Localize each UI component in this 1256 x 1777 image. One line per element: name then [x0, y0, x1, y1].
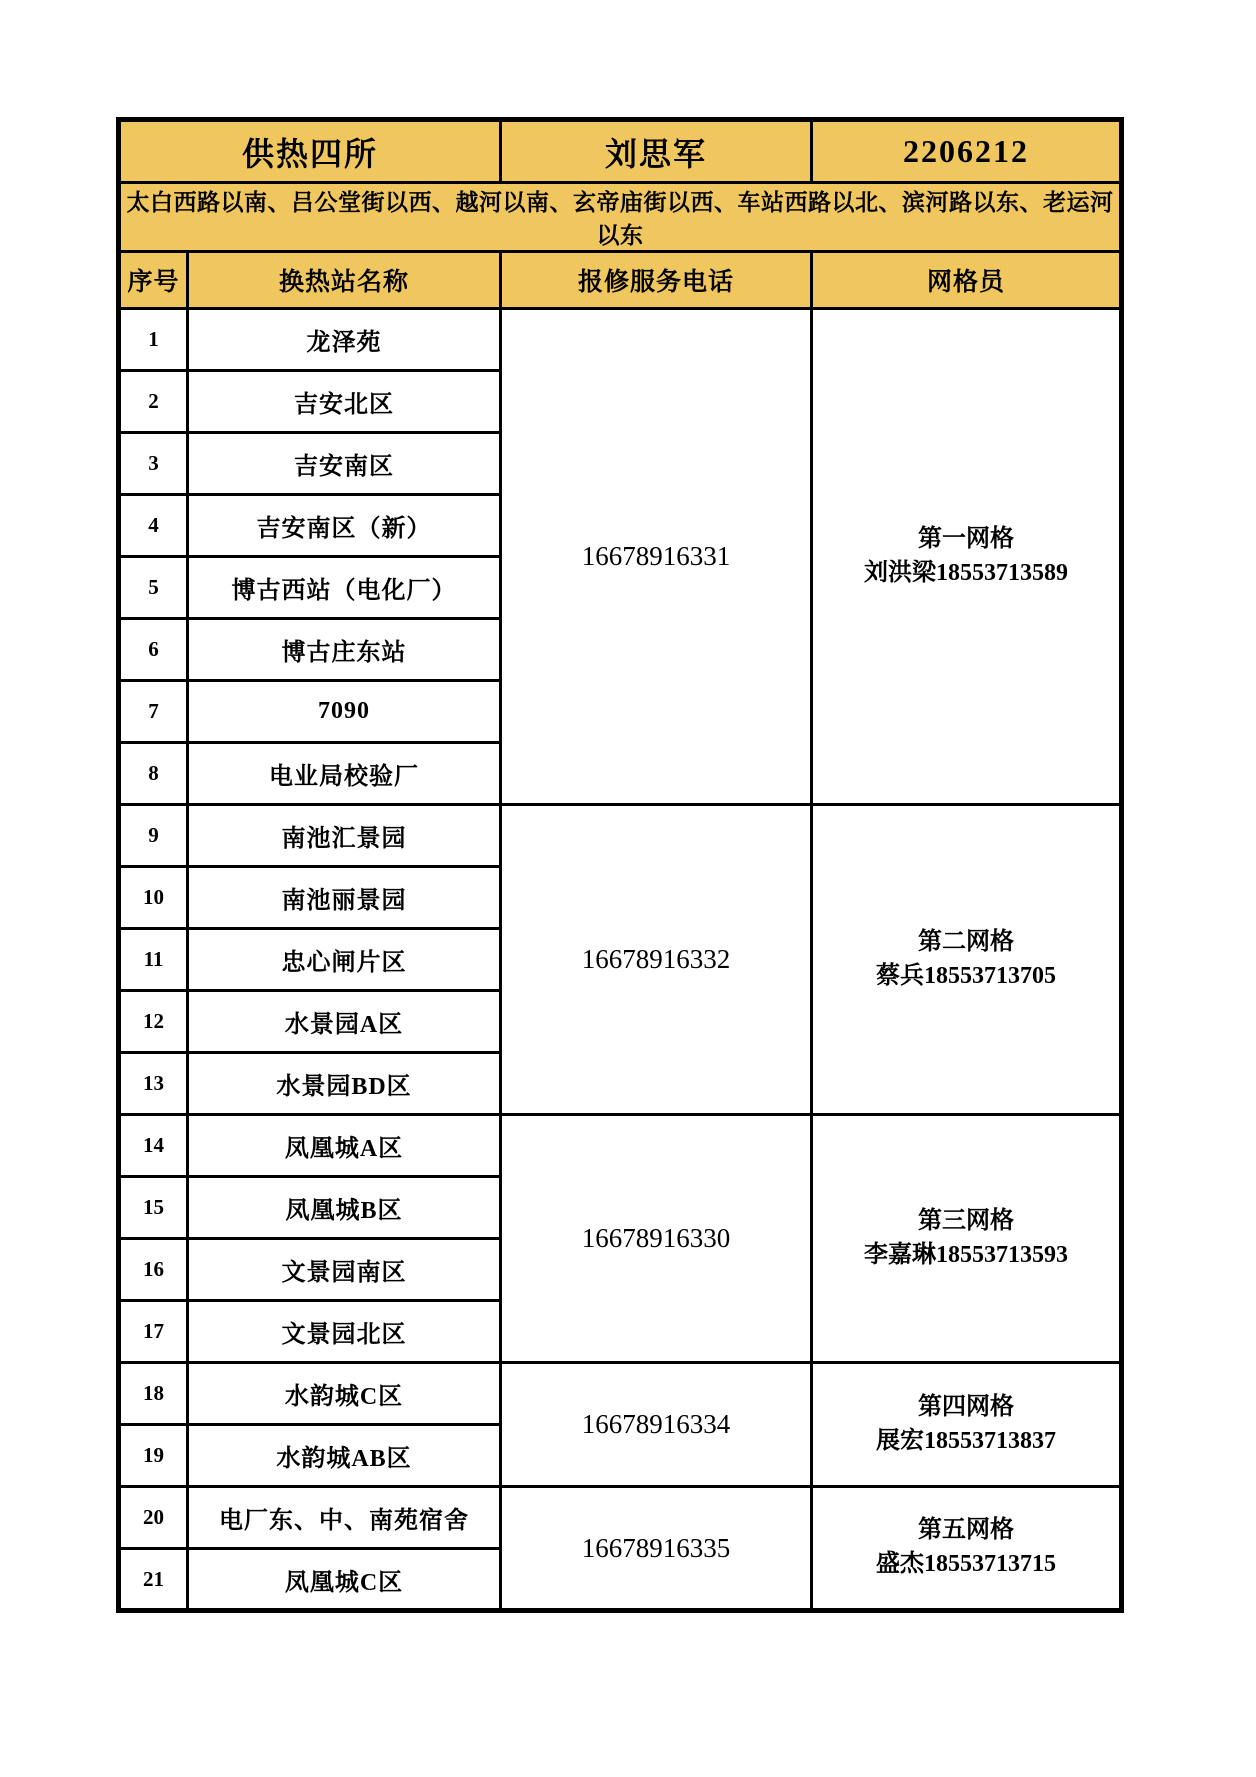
grid-label: 第五网格	[918, 1517, 1015, 1544]
office-name-cell: 供热四所	[119, 120, 501, 183]
station-row	[119, 309, 1122, 371]
manager-name-cell: 刘思军	[501, 120, 812, 183]
station-name-cell: 忠心闸片区	[188, 929, 501, 991]
repair-phone-cell: 16678916332	[501, 805, 812, 1115]
station-name-cell: 7090	[188, 681, 501, 743]
station-name-cell: 龙泽苑	[188, 309, 501, 371]
grid-officer-name-phone: 蔡兵18553713705	[876, 962, 1057, 989]
row-number-cell: 19	[119, 1425, 188, 1487]
station-row	[119, 805, 1122, 867]
grid-officer-cell	[812, 1363, 1122, 1487]
row-number-cell: 15	[119, 1177, 188, 1239]
station-name-cell: 南池丽景园	[188, 867, 501, 929]
row-number-cell: 11	[119, 929, 188, 991]
grid-label: 第二网格	[918, 928, 1015, 955]
row-number-cell: 8	[119, 743, 188, 805]
station-name-cell: 水韵城C区	[188, 1363, 501, 1425]
heating-station-contact-table	[116, 117, 1124, 1613]
station-name-cell: 水景园BD区	[188, 1053, 501, 1115]
station-name-cell: 南池汇景园	[188, 805, 501, 867]
station-name-cell: 博古庄东站	[188, 619, 501, 681]
station-name-cell: 电厂东、中、南苑宿舍	[188, 1487, 501, 1549]
repair-phone-cell: 16678916330	[501, 1115, 812, 1363]
station-name-cell: 吉安南区	[188, 433, 501, 495]
grid-label: 第三网格	[918, 1207, 1015, 1234]
station-row	[119, 1363, 1122, 1425]
office-header-row	[119, 120, 1122, 183]
row-number-cell: 20	[119, 1487, 188, 1549]
grid-label: 第四网格	[918, 1393, 1015, 1420]
repair-phone-cell: 16678916331	[501, 309, 812, 805]
grid-officer-name-phone: 展宏18553713837	[876, 1427, 1057, 1454]
row-number-cell: 1	[119, 309, 188, 371]
station-name-cell: 文景园北区	[188, 1301, 501, 1363]
grid-officer-cell	[812, 805, 1122, 1115]
grid-label: 第一网格	[918, 525, 1015, 552]
table-header	[119, 120, 1122, 309]
table-body	[119, 309, 1122, 1611]
row-number-cell: 17	[119, 1301, 188, 1363]
station-name-cell: 博古西站（电化厂）	[188, 557, 501, 619]
row-number-cell: 7	[119, 681, 188, 743]
row-number-cell: 4	[119, 495, 188, 557]
station-name-cell: 吉安南区（新）	[188, 495, 501, 557]
coverage-note-cell: 太白西路以南、吕公堂街以西、越河以南、玄帝庙街以西、车站西路以北、滨河路以东、老运河以东	[119, 183, 1122, 252]
row-number-cell: 2	[119, 371, 188, 433]
station-name-cell: 凤凰城C区	[188, 1549, 501, 1611]
station-name-cell: 水韵城AB区	[188, 1425, 501, 1487]
station-row	[119, 1115, 1122, 1177]
row-number-cell: 16	[119, 1239, 188, 1301]
grid-officer-name-phone: 盛杰18553713715	[876, 1551, 1057, 1577]
row-number-cell: 14	[119, 1115, 188, 1177]
column-header-row	[119, 252, 1122, 309]
grid-officer-cell	[812, 1115, 1122, 1363]
row-number-cell: 6	[119, 619, 188, 681]
grid-officer-cell	[812, 1487, 1122, 1611]
row-number-cell: 3	[119, 433, 188, 495]
grid-officer-name-phone: 刘洪梁18553713589	[864, 559, 1069, 586]
station-name-cell: 吉安北区	[188, 371, 501, 433]
grid-officer-cell	[812, 309, 1122, 805]
repair-phone-cell: 16678916334	[501, 1363, 812, 1487]
grid-officer-name-phone: 李嘉琳18553713593	[864, 1241, 1069, 1268]
column-header-no: 序号	[119, 252, 188, 309]
station-name-cell: 电业局校验厂	[188, 743, 501, 805]
row-number-cell: 12	[119, 991, 188, 1053]
column-header-repair-phone: 报修服务电话	[501, 252, 812, 309]
station-name-cell: 文景园南区	[188, 1239, 501, 1301]
row-number-cell: 9	[119, 805, 188, 867]
repair-phone-cell: 16678916335	[501, 1487, 812, 1611]
row-number-cell: 18	[119, 1363, 188, 1425]
row-number-cell: 10	[119, 867, 188, 929]
office-phone-cell: 2206212	[812, 120, 1122, 183]
station-name-cell: 水景园A区	[188, 991, 501, 1053]
station-name-cell: 凤凰城B区	[188, 1177, 501, 1239]
column-header-station-name: 换热站名称	[188, 252, 501, 309]
station-row	[119, 1487, 1122, 1549]
coverage-row	[119, 183, 1122, 252]
row-number-cell: 21	[119, 1549, 188, 1611]
row-number-cell: 5	[119, 557, 188, 619]
column-header-grid-officer: 网格员	[812, 252, 1122, 309]
station-name-cell: 凤凰城A区	[188, 1115, 501, 1177]
row-number-cell: 13	[119, 1053, 188, 1115]
